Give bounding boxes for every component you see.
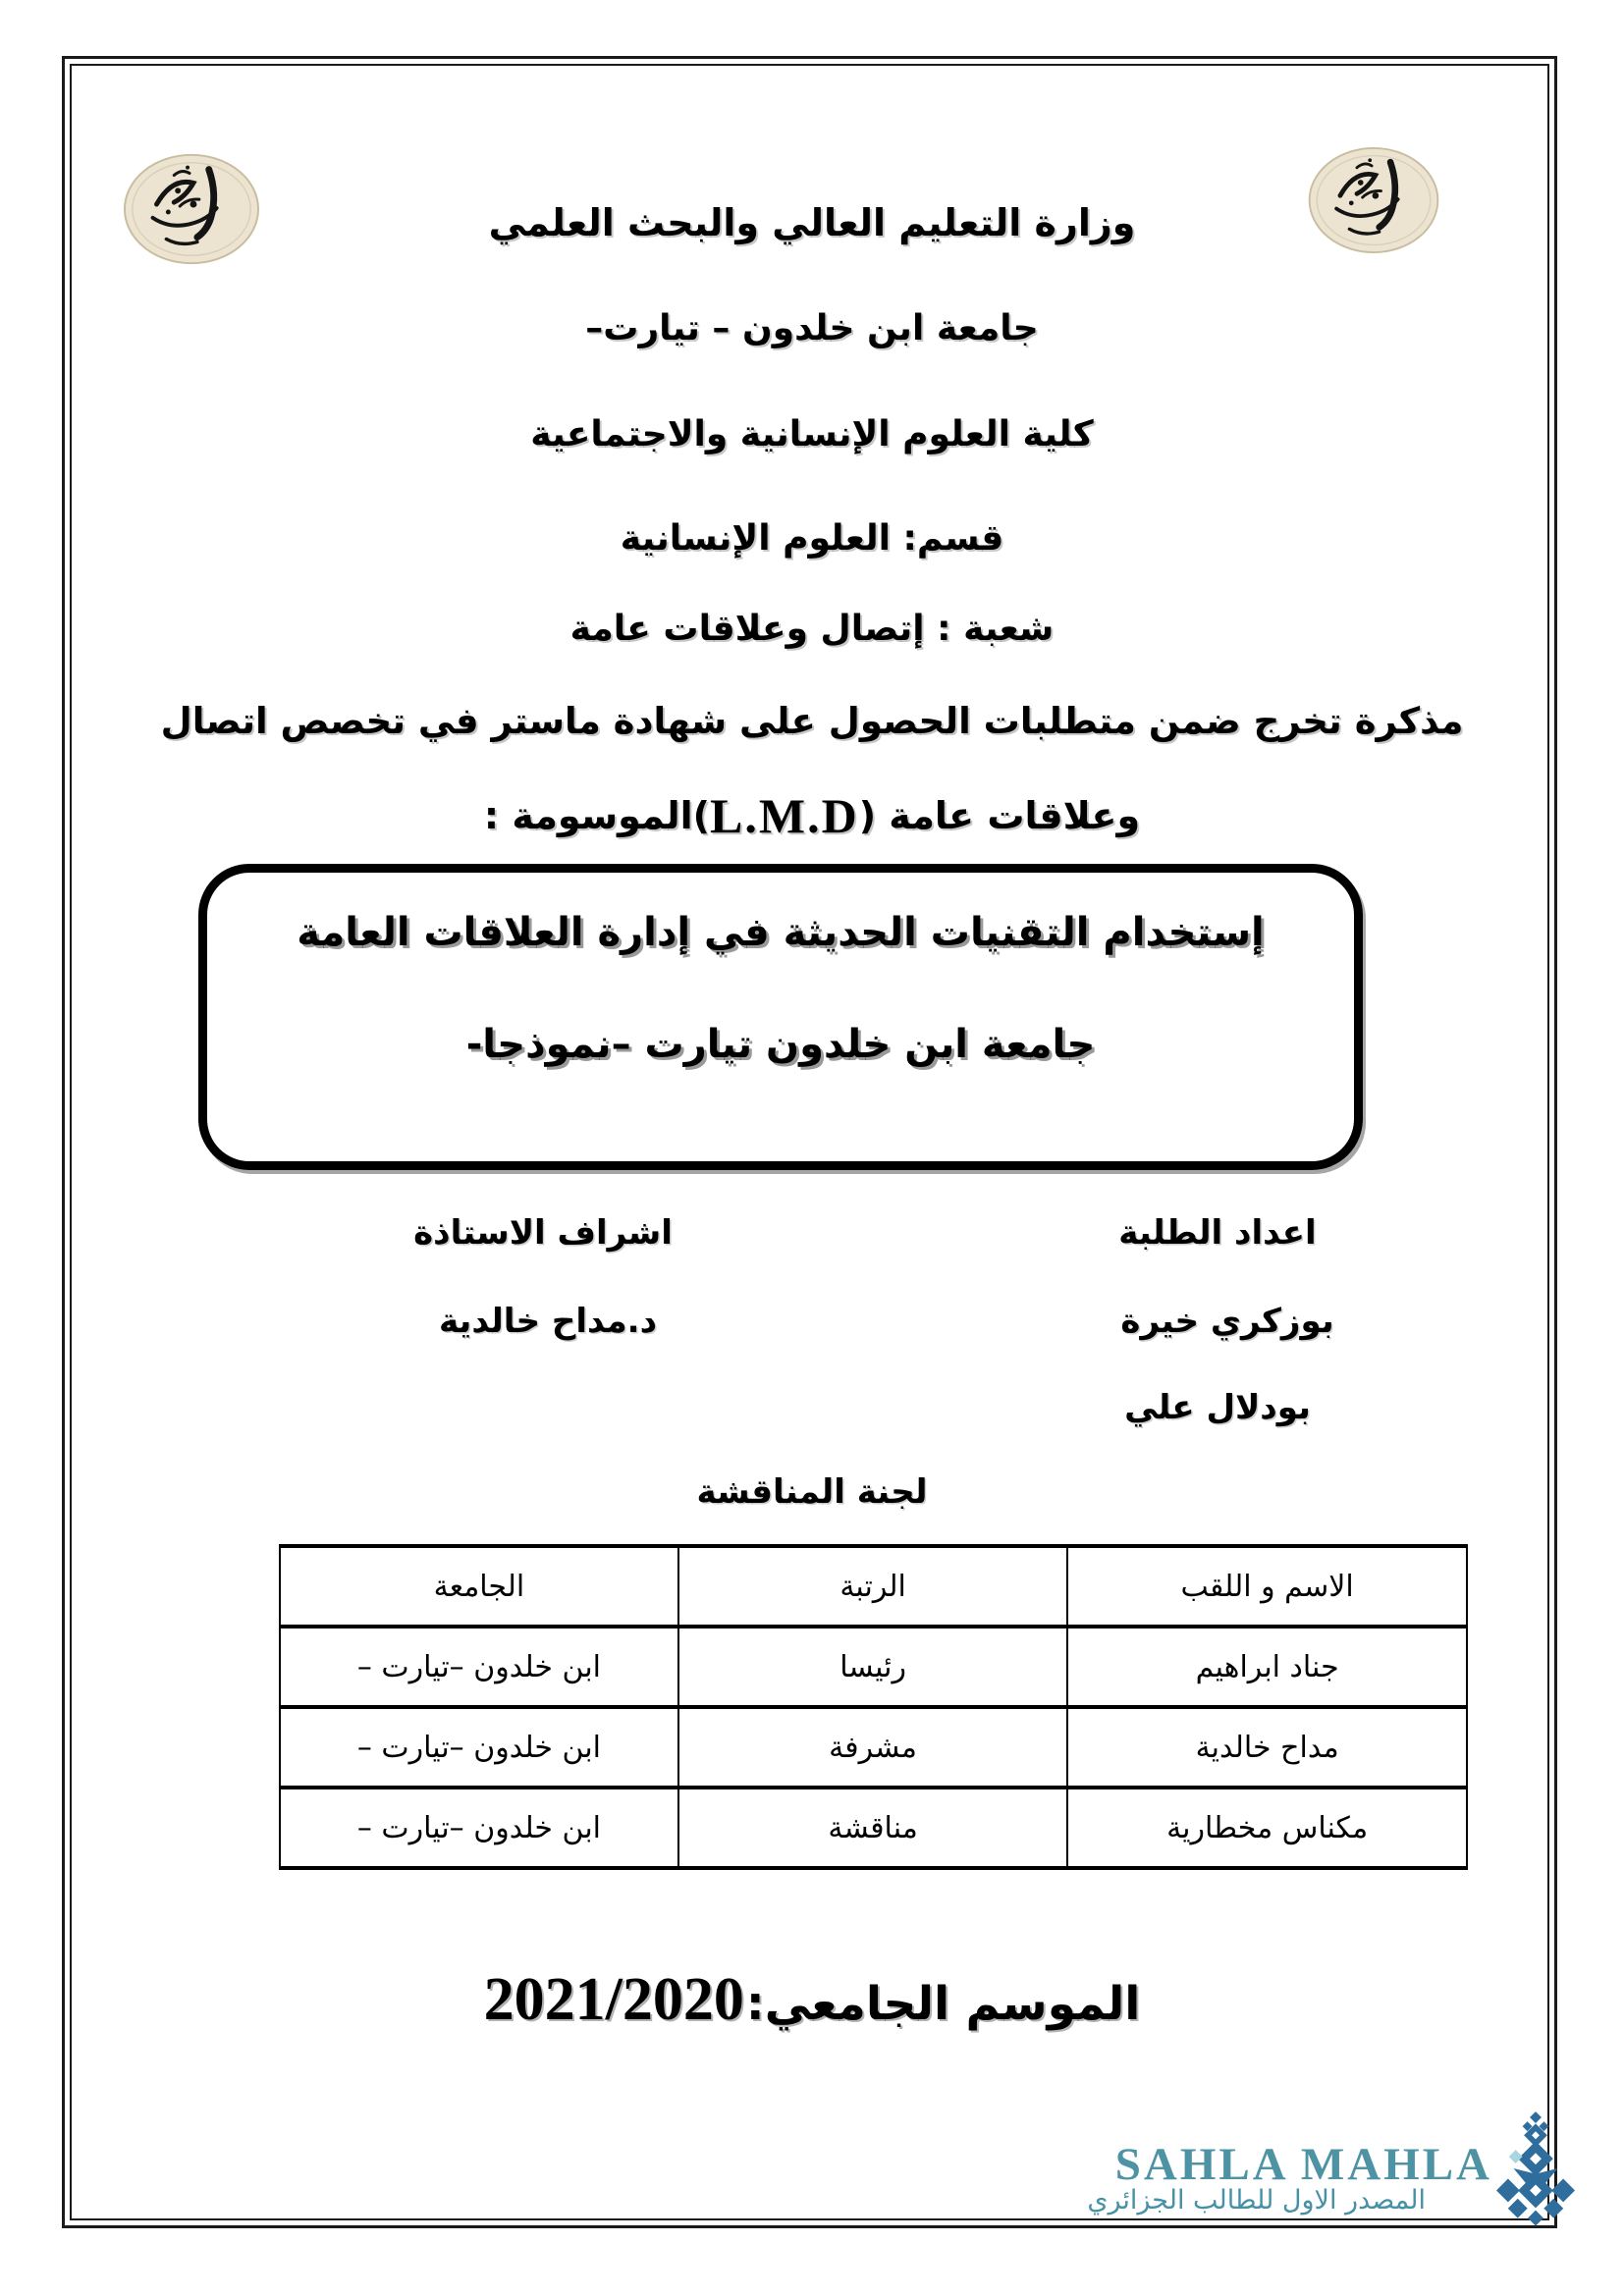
student-name: بودلال علي (1124, 1388, 1311, 1427)
watermark-brand-name: SAHLA MAHLA (1114, 2139, 1492, 2190)
student-name: بوزكري خيرة (1120, 1302, 1334, 1341)
supervisor-section-heading: اشراف الاستاذة (413, 1213, 673, 1253)
table-row (280, 1707, 1467, 1788)
memo-requirements-line: مذكرة تخرج ضمن متطلبات الحصول على شهادة ماستر في تخصص اتصال (160, 700, 1464, 742)
thesis-title-box (198, 864, 1363, 1170)
cell-member-university: ابن خلدون –تيارت – (280, 1707, 678, 1788)
thesis-title: إستخدام التقنيات الحديثة في إدارة العلاقات العامة (297, 910, 1265, 955)
branch-line: شعبة : إتصال وعلاقات عامة (569, 609, 1055, 649)
students-section-heading: اعداد الطلبة (1118, 1213, 1317, 1253)
cell-member-name: جناد ابراهيم (1067, 1627, 1467, 1707)
season-value: 2021/2020 (483, 1966, 744, 2033)
committee-table (279, 1544, 1468, 1870)
committee-table-head (280, 1546, 1467, 1627)
table-header-row (280, 1546, 1467, 1627)
university-seal-icon (1296, 147, 1451, 253)
degree-code: L.M.D (710, 788, 859, 843)
column-header-rank: الرتبة (678, 1546, 1067, 1627)
department-line: قسم: العلوم الإنسانية (620, 518, 1004, 559)
cell-member-rank: مشرفة (678, 1707, 1067, 1788)
cell-member-university: ابن خلدون –تيارت – (280, 1788, 678, 1868)
faculty-line: كلية العلوم الإنسانية والاجتماعية (530, 414, 1094, 454)
supervisor-name: د.مداح خالدية (438, 1302, 658, 1341)
thesis-subtitle: جامعة ابن خلدون تيارت –نموذجا- (465, 1022, 1096, 1067)
degree-suffix: )الموسومة : (483, 794, 711, 837)
table-row (280, 1788, 1467, 1868)
season-label: الموسم الجامعي: (745, 1977, 1141, 2031)
cell-member-name: مداح خالدية (1067, 1707, 1467, 1788)
cell-member-rank: رئيسا (678, 1627, 1067, 1707)
column-header-university: الجامعة (280, 1546, 678, 1627)
sahla-mahla-emblem-icon (1492, 2110, 1579, 2226)
university-line: جامعة ابن خلدون – تيارت– (585, 308, 1039, 348)
cell-member-rank: مناقشة (678, 1788, 1067, 1868)
degree-prefix: وعلاقات عامة ( (858, 794, 1141, 837)
watermark-brand-tagline: المصدر الاول للطالب الجزائري (1087, 2185, 1426, 2216)
university-seal-icon (124, 153, 259, 265)
committee-heading: لجنة المناقشة (696, 1472, 928, 1512)
cell-member-university: ابن خلدون –تيارت – (280, 1627, 678, 1707)
ministry-line: وزارة التعليم العالي والبحث العلمي (488, 201, 1136, 244)
table-row (280, 1627, 1467, 1707)
column-header-name: الاسم و اللقب (1067, 1546, 1467, 1627)
cell-member-name: مكناس مخطارية (1067, 1788, 1467, 1868)
committee-table-body (280, 1627, 1467, 1868)
